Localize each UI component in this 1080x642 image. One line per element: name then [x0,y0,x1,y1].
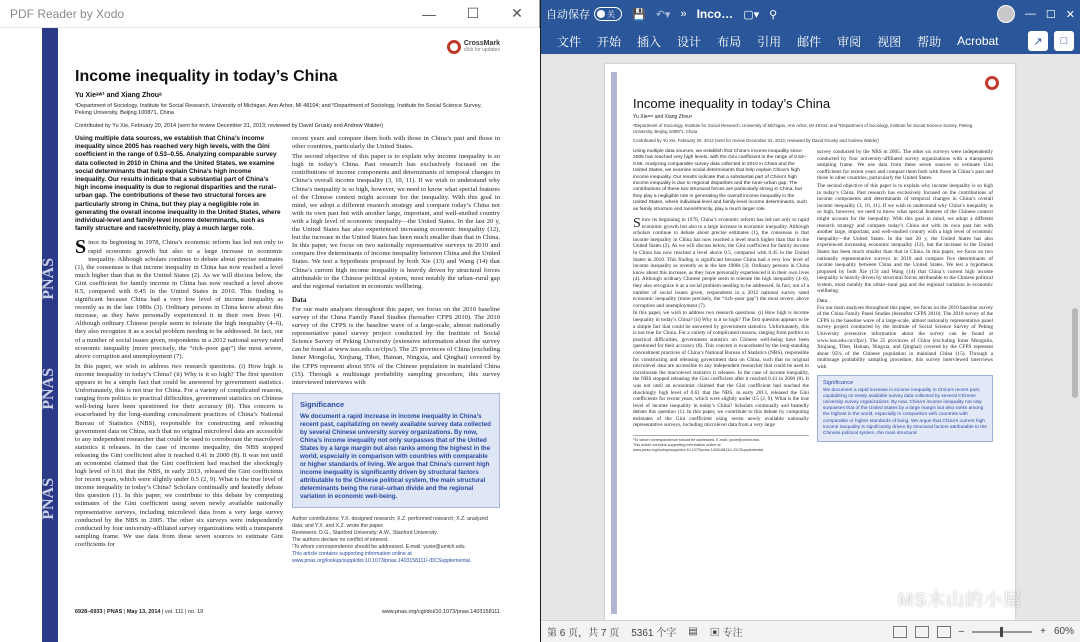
article-column-left [75,135,283,565]
article-abstract: Using multiple data sources, we establish that China’s income inequality since 2005 has reached very high levels, with the Gini coefficient in the range of 0.53–0.55. Analyzing comparable survey data collected in 2010 in China and the United States, we examine social determinants that help explain China’s high income inequality. Our results indicate that a substantial part of China’s high income inequality is due to regional disparities and the rural–urban gap. The contributions of these two structural forces are particularly strong in China, but they play a negligible role in generating the overall income inequality in the United States, where individual-level and family-level income determinants, such as family structure and race/ethnicity, play a much larger role. [75,135,281,233]
crossmark-label: CrossMark [463,40,500,47]
footnote: The authors declare no conflict of interest. [292,536,389,543]
footer-journal: PNAS [107,609,123,615]
focus-label: 专注 [722,628,743,639]
article-affiliations: ᵃDepartment of Sociology, Institute for Social Research, University of Michigan, Ann Arbor, MI 48104; and ᵇDepartment of Sociology, Institute for Social Science Survey, Peking University, Beijing 100871, China [75,103,482,116]
crossmark-badge[interactable] [447,40,500,54]
tab-view[interactable]: 视图 [877,34,902,49]
footnote: ¹To whom correspondence should be addressed. E-mail: yuxie@umich.edu. [292,543,466,550]
tab-design[interactable]: 设计 [677,34,702,49]
footnote: Author contributions: Y.X. designed research; X.Z. performed research; X.Z. analyzed data; and Y.X. and X.Z. wrote the paper. [292,515,488,529]
document-dropdown-icon[interactable]: ▢▾ [743,8,760,21]
search-icon[interactable]: ⚲ [769,8,778,21]
tab-review[interactable]: 审阅 [837,34,862,49]
pnas-band-text: PNAS [40,478,57,520]
footnote: This article contains supporting information online at www.pnas.org/lookup/suppl/doi:10.1073/pnas.1403158111/-/DCSupplemental. [633,443,765,453]
article-columns [75,135,500,565]
document-title: Income inequality in today’s China [633,96,831,111]
close-icon[interactable]: ✕ [511,5,523,21]
web-layout-icon[interactable] [937,626,951,638]
zoom-slider[interactable] [972,631,1032,633]
status-page-count[interactable]: 第 6 页，共 7 页 [547,628,620,639]
share-icon[interactable]: ↗ [1028,31,1048,51]
data-text: For our main analyses throughout this paper, we focus on the 2010 baseline survey of the China Family Panel Studies (hereafter CFPS 2010). The 2010 survey of the CFPS is the baseline wave of a large-scale, almost nationally representative panel survey project conducted by the Institute of Social Science Survey of Peking University (extensive information about the survey can be found at www.isss.edu.cn/cfps/). The 25 provinces of China (excluding Inner Mongolia, Xinjiang, Tibet, Hainan, Ningxia, and Qinghai) covered by the CFPS represent about 95% of the Chinese population in mainland China (15). Through a multistage probability sampling procedure, this survey interviewed interviews with [817,304,993,370]
status-word-count[interactable]: 5361 个字 [631,628,677,639]
article-contributed: Contributed by Yu Xie, February 20, 2014 (sent for review December 31, 2013; reviewed by David Grusky and Andrew Walder) [75,123,384,129]
tab-insert[interactable]: 插入 [637,34,662,49]
focus-icon: ▣ [709,628,720,639]
article-column-right [292,135,500,565]
maximize-icon[interactable]: ☐ [1045,8,1056,21]
significance-heading: Significance [823,379,854,386]
read-mode-icon[interactable] [893,626,907,638]
data-heading: Data [817,298,828,305]
footer-date: May 13, 2014 [126,609,161,615]
questions-text: In this paper, we wish to address two research questions. (i) How high is income inequality in today’s China? (ii) Why is it so high? The first question appears to be a simple fact that could be answered by government statistics. Unfortunately, this is not true for China. For a variety of complicated reasons, ranging from politics to practical difficulties, government statistics on Chinese well-being have been questioned for their accuracy (8). This concern is exacerbated by the long-standing concealment practices of China’s National Bureau of Statistics (NBS), responsible for constructing and releasing government data on China, such that no original microlevel data are accessible to any independent researcher that could be used to corroborate the macrolevel statistics it releases. In the case of income inequality, the NBS stopped releasing the Gini coefficient after it reached 0.41 in 2000 (8). It was not until an economist claimed that the Gini coefficient had reached the shockingly high level of 0.61 that the NBS, in early 2013, released the Gini coefficients for recent years, which were slightly under 0.5 (2, 9). What is the true level of income inequality in today’s China? Scholars continually and heatedly debate this question (1). In this paper, we contribute to this debate by computing estimates of the Gini coefficient using seven newly available nationally representative surveys, including microlevel data from a very large survey conducted by the NBS in 2005. The other six surveys were independently conducted by four university-affiliated survey organizations with a transparent sampling frame. We use data from these seven sources to estimate Gini coefficients for [75,362,283,548]
pdf-article [75,40,500,565]
tab-acrobat[interactable]: Acrobat [957,34,999,48]
footnotes [633,435,809,453]
crossmark-sub: click for updates [463,47,500,53]
document-affiliations: ᵃDepartment of Sociology, Institute for Social Research, University of Michigan, Ann Arbor, MI 48104; and ᵇDepartment of Sociology, Institute for Social Science Survey, Peking University, Beijing 100871, China [633,123,973,134]
focus-button[interactable] [710,624,743,639]
file-name[interactable]: Inco… [696,7,734,21]
tab-references[interactable]: 引用 [757,34,782,49]
footnote: ¹To whom correspondence should be addressed. E-mail: yuxie@umich.edu. [633,438,761,443]
data-text: For our main analyses throughout this paper, we focus on the 2010 baseline survey of the China Family Panel Studies (hereafter CFPS 2010). The 2010 survey of the CFPS is the baseline wave of a large-scale, almost nationally representative panel survey project conducted by the Institute of Social Science Survey of Peking University (extensive information about the survey can be found at www.isss.edu.cn/cfps/). The 25 provinces of China (excluding Inner Mongolia, Xinjiang, Tibet, Hainan, Ningxia, and Qinghai) covered by the CFPS represent about 95% of the Chinese population in mainland China (15). Through a multistage probability sampling procedure, this survey interviewed interviews with [292,305,500,386]
significance-box [817,375,993,443]
tab-mailings[interactable]: 邮件 [797,34,822,49]
intro-text: ince its beginning in 1978, China’s economic reform has led not only to rapid economic growth but also to a large increase in economic inequality. Although scholars continue to debate about precise estimates (1), the consensus is that income inequality in China has now reached a level much higher than that in the United States (2). As we will discuss below, the Gini coefficient for family income in China has now reached a level above 0.5, compared with 0.45 in the United States in 2010. This finding is significant because China had a very low level of income inequality as recently as in the late 1980s (3). Ordinary persons in China know about this increase, as they have personally experienced it in their own lives (4). Although ordinary Chinese people seem to tolerate the high inequality (4–6), they also recognize it as a social problem needing to be addressed. In fact, out of a number of social issues given, respondents in a 2012 national survey rated economic inequality (more precisely, the “rich–poor gap”) the most severe, above corruption and unemployment (7). [633,217,809,309]
document-abstract: Using multiple data sources, we establish that China’s income inequality since 2005 has reached very high levels, with the Gini coefficient in the range of 0.53–0.55. Analyzing comparable survey data collected in 2010 in China and the United States, we examine social determinants that help explain China’s high income inequality. Our results indicate that a substantial part of China’s high income inequality is due to regional disparities and the rural–urban gap. The contributions of these two structural forces are particularly strong in China, but they play a negligible role in generating the overall income inequality in the United States, where individual-level and family-level income determinants, such as family structure and race/ethnicity, play a much larger role. [633,149,807,212]
pdf-titlebar [0,0,539,28]
second-objective-text: The second objective of this paper is to explain why income inequality is so high in today’s China. Past research has exclusively focused on the contributions of income components and determinants of temporal changes in China’s overall income inequality (3, 10, 11). If we wish to understand why China’s inequality is so high, however, we need to know what special features of the Chinese context might account for the inequality. With this goal in mind, we adopt a different research strategy and compare today’s China not with its own past but with another large, important, and well-studied country with a high level of economic inequality—the United States. In the last 20 y, the United States has also experienced increasing economic inequality (12), but the increase in the United States has been much smaller than that in China. In this paper, we focus on two nationally representative surveys in 2010 and compare five determinants of income inequality between China and the United States. We test a hypothesis proposed by both Xie (13) and Wang (14) that China’s current high income inequality is heavily driven by structural forces attributable to the Chinese political system, most notably the urban–rural gap and the regional variation in economic wellbeing. [817,182,993,295]
vertical-scrollbar[interactable] [1072,58,1078,614]
footer-volume: vol. 111 [164,609,184,615]
pnas-band-text: PNAS [40,368,57,410]
crossmark-icon [985,76,999,90]
document-columns [633,149,993,453]
document-page[interactable] [605,64,1015,620]
tab-layout[interactable]: 布局 [717,34,742,49]
col2-lead-text: recent years and compare them both with those in China’s past and those in other countries, particularly the United States. [292,135,500,151]
avatar-icon [997,5,1015,23]
undo-icon[interactable]: ↶▾ [655,8,671,21]
word-titlebar [541,0,1080,28]
drop-cap: S [633,216,641,232]
proofing-icon[interactable]: ▤ [688,626,698,637]
watermark: MS木山的小屋 [898,590,1022,610]
save-icon[interactable]: 💾 [632,8,646,21]
significance-text: We document a rapid increase in income inequality in China’s recent past, capitalizing on newly available survey data collected by several Chinese university survey organizations. By now, China’s income inequality not only surpasses that of the United States by a large margin but also ranks among the highest in the world, especially in comparison with countries with comparable or higher standards of living. We argue that China’s current high income inequality is significantly driven by structural factors attributable to the Chinese political system, the main structural [823,387,987,437]
pdf-page-footer: 6928–6933 | PNAS | May 13, 2014 | vol. 111 | no. 19 www.pnas.org/cgi/doi/10.1073/pnas.1403158111 [75,609,500,615]
zoom-in-icon[interactable]: + [1040,626,1046,637]
drop-cap: S [75,236,87,259]
word-window [541,0,1080,642]
second-objective-text: The second objective of this paper is to explain why income inequality is so high in today’s China. Past research has exclusively focused on the contributions of income components and determinants of temporal changes in China’s overall income inequality (3, 10, 11). If we wish to understand why China’s inequality is so high, however, we need to know what special features of the Chinese context might account for the inequality. With this goal in mind, we adopt a different research strategy and compare today’s China not with its own past but with another large, important, and well-studied country with a high level of economic inequality—the United States. In the last 20 y, the United States has also experienced increasing economic inequality (12), but the increase in the United States has been much smaller than that in China. In this paper, we focus on two nationally representative surveys in 2010 and compare five determinants of income inequality between China and the United States. We test a hypothesis proposed by both Xie (13) and Wang (14) that China’s current high income inequality is heavily driven by structural forces attributable to the Chinese political system, most notably the urban–rural gap and the regional variation in economic wellbeing. [292,153,500,290]
document-content [633,72,993,453]
tab-help[interactable]: 帮助 [917,34,942,49]
footnote: Reviewers: D.G., Stanford University; A.W., Stanford University. [292,529,438,536]
document-intro [633,217,809,429]
minimize-icon[interactable]: — [1024,8,1036,20]
significance-heading: Significance [300,399,345,409]
footer-number: no. 19 [187,609,204,615]
si-link[interactable]: This article contains supporting information online at www.pnas.org/lookup/suppl/doi:10.1073/pnas.1403158111/-/DCSupplemental. [292,550,472,564]
document-column-left [633,149,809,453]
minimize-icon[interactable]: — [422,5,436,22]
scroll-thumb[interactable] [1072,308,1078,398]
print-layout-icon[interactable] [915,626,929,638]
zoom-slider-thumb[interactable] [1000,627,1003,637]
avatar[interactable] [992,0,1020,28]
pnas-side-band [611,72,617,614]
article-title: Income inequality in today’s China [75,68,338,85]
document-area[interactable] [541,54,1080,620]
pnas-band-text: PNAS [40,258,57,300]
zoom-out-icon[interactable]: – [958,626,965,637]
autosave-label: 自动保存 [546,9,590,21]
maximize-icon[interactable]: ☐ [466,5,480,21]
close-icon[interactable]: ✕ [1065,8,1075,21]
article-authors: Yu Xieᵃʷ¹ and Xiang Zhouᵃ [75,92,162,99]
tab-file[interactable]: 文件 [557,34,582,49]
pdf-window-title: PDF Reader by Xodo [10,6,125,21]
more-icon[interactable]: » [680,8,687,20]
pdf-page[interactable] [0,28,540,642]
col2-lead-text: survey conducted by the NBS in 2005. The other six surveys were independently conducted by four university-affiliated survey organizations with a transparent sampling frame. We use data from these seven sources to estimate Gini coefficients for recent years and compare them both with those in China’s past and those in other countries, particularly the United States. [817,149,993,182]
footer-doi[interactable]: www.pnas.org/cgi/doi/10.1073/pnas.1403158111 [381,609,500,615]
document-contributed: Contributed by Yu Xie, February 20, 2014 (sent for review December 31, 2013; reviewed by David Grusky and Andrew Walder) [633,138,879,143]
status-bar [541,620,1080,642]
document-authors: Yu Xieᵃʷ¹ and Xiang Zhouᵃ [633,114,692,120]
comments-icon[interactable]: □ [1054,31,1074,51]
toggle-switch[interactable] [594,7,622,21]
autosave-state: 关 [607,9,615,19]
footer-pages: 6928–6933 [75,609,103,615]
ribbon-tabs [541,28,1080,54]
zoom-level[interactable]: 60% [1053,626,1074,637]
toggle-knob-icon [597,10,605,18]
article-intro [75,236,283,549]
intro-text: ince its beginning in 1978, China’s economic reform has led not only to rapid economic growth but also to a large increase in economic inequality. Although scholars continue to debate about precise estimates (1), the consensus is that income inequality in China has now reached a level much higher than that in the United States (2). As we will discuss below, the Gini coefficient for family income in China has now reached a level above 0.5, compared with 0.45 in the United States in 2010. This finding is significant because China had a very low level of income inequality as recently as in the late 1980s (3). Ordinary persons in China know about this increase, as they have personally experienced it in their own lives (4). Although ordinary Chinese people seem to tolerate the high inequality (4–6), they also recognize it as a social problem needing to be addressed. In fact, out of a number of social issues given, respondents in a 2012 national survey rated economic inequality (more precisely, the “rich–poor gap”) the most severe, above corruption and unemployment (7). [75,239,283,360]
data-heading: Data [292,295,307,304]
autosave-toggle[interactable] [541,0,627,28]
pnas-side-band [42,28,58,642]
document-column-right [817,149,993,453]
tab-home[interactable]: 开始 [597,34,622,49]
footnotes [292,516,500,565]
significance-box [292,393,500,508]
crossmark-icon [447,40,461,54]
questions-text: In this paper, we wish to address two research questions. (i) How high is income inequality in today’s China? (ii) Why is it so high? The first question appears to be a simple fact that could be answered by government statistics. Unfortunately, this is not true for China. For a variety of complicated reasons, ranging from politics to practical difficulties, government statistics on Chinese well-being have been questioned for their accuracy (8). This concern is exacerbated by the long-standing concealment practices of China’s National Bureau of Statistics (NBS), responsible for constructing and releasing government data on China, such that no original microlevel data are accessible to any independent researcher that could be used to corroborate the macrolevel statistics it releases. In the case of income inequality, the NBS stopped releasing the Gini coefficient after it reached 0.41 in 2000 (8). It was not until an economist claimed that the Gini coefficient had reached the shockingly high level of 0.61 that the NBS, in early 2013, released the Gini coefficients for recent years, which were slightly under 0.5 (2, 9). What is the true level of income inequality in today’s China? Scholars continually and heatedly debate this question (1). In this paper, we contribute to this debate by computing estimates of the Gini coefficient using seven newly available nationally representative surveys, including microlevel data from a very large [633,310,809,429]
significance-text: We document a rapid increase in income inequality in China’s recent past, capitalizing on newly available survey data collected by several Chinese university survey organizations. By now, China’s income inequality not only surpasses that of the United States by a large margin but also ranks among the highest in the world, especially in comparison with countries with comparable or higher standards of living. We argue that China’s current high income inequality is significantly driven by structural factors attributable to the Chinese political system, the main structural determinants being the rural–urban divide and the regional variation in economic well-being. [300,412,491,500]
